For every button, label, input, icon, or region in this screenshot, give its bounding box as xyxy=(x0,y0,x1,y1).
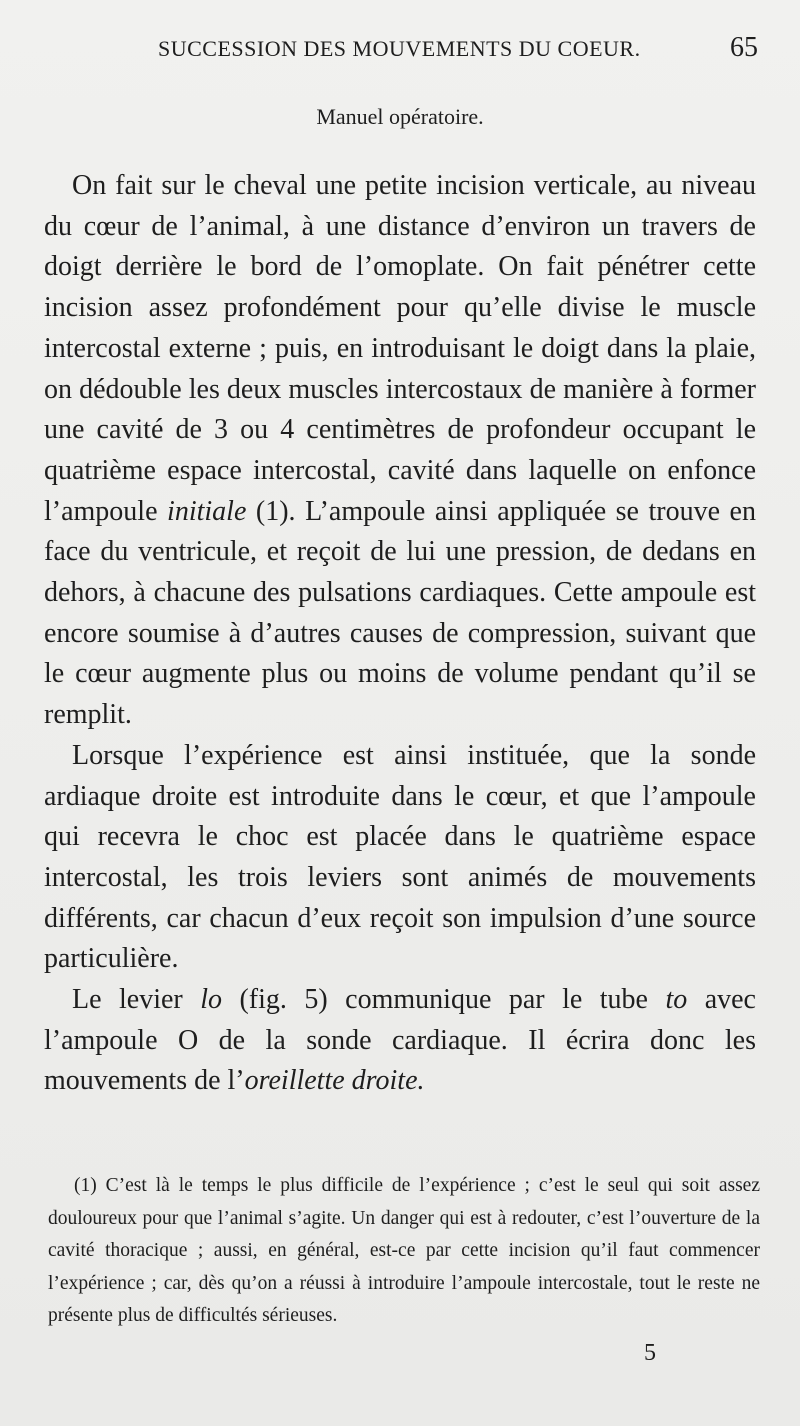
footnotes xyxy=(48,1170,760,1333)
paragraph-3-italic-oreillette: oreillette droite. xyxy=(244,1065,425,1097)
paragraph-2 xyxy=(44,736,756,980)
section-title: Manuel opératoire. xyxy=(316,104,484,129)
paragraph-3-text-c: avec l’ampoule O de la sonde cardiaque. Il écrira donc les mouvements de l’ xyxy=(44,984,756,1097)
paragraph-1-text-a: On fait sur le cheval une petite incision verticale, au niveau du cœur de l’animal, à une distance d’environ un travers de doigt derrière le bord de l’omoplate. On fait pénétrer cette incision assez profondément pour qu’elle divise le muscle intercostal externe ; puis, en introduisant le doigt dans la plaie, on dédouble les deux muscles intercostaux de manière à former une cavité de 3 ou 4 centimètres de profondeur occupant le quatrième espace intercostal, cavité dans laquelle on enfonce l’ampoule xyxy=(44,170,756,527)
paragraph-3 xyxy=(44,980,756,1102)
signature-mark: 5 xyxy=(644,1340,656,1366)
paragraph-3-italic-lever: lo xyxy=(200,984,222,1016)
page-header xyxy=(150,32,758,76)
paragraph-1 xyxy=(44,166,756,736)
body-text xyxy=(44,166,756,1102)
paragraph-1-italic: initiale xyxy=(167,495,247,527)
paragraph-1-text-b: (1). L’ampoule ainsi appliquée se trouve en face du ventricule, et reçoit de lui une pression, de dedans en dehors, à chacune des pulsations cardiaques. Cette ampoule est encore soumise à d’autres causes de compression, suivant que le cœur augmente plus ou moins de volume pendant qu’il se remplit. xyxy=(44,495,756,731)
running-head: SUCCESSION DES MOUVEMENTS DU COEUR. xyxy=(158,36,641,61)
page-number: 65 xyxy=(730,32,758,63)
paragraph-3-italic-tube: to xyxy=(665,984,688,1016)
footnote-1: (1) C’est là le temps le plus difficile de l’expérience ; c’est le seul qui soit assez douloureux pour que l’animal s’agite. Un danger qui est à redouter, c’est l’ouverture de la cavité thoracique ; aussi, en général, est-ce par cette incision qu’il faut commencer l’expérience ; car, dès qu’on a réussi à introduire l’ampoule intercostale, tout le reste ne présente plus de difficultés sérieuses. xyxy=(48,1175,760,1326)
paragraph-3-text-b: (fig. 5) communique par le tube xyxy=(222,984,666,1016)
paragraph-2-text: Lorsque l’expérience est ainsi instituée, que la sonde ardiaque droite est introduite dans le cœur, et que l’ampoule qui recevra le choc est placée dans le quatrième espace intercostal, les trois leviers sont animés de mouvements différents, car chacun d’eux reçoit son impulsion d’une source particulière. xyxy=(44,739,756,975)
paragraph-3-text-a: Le levier xyxy=(72,984,201,1016)
